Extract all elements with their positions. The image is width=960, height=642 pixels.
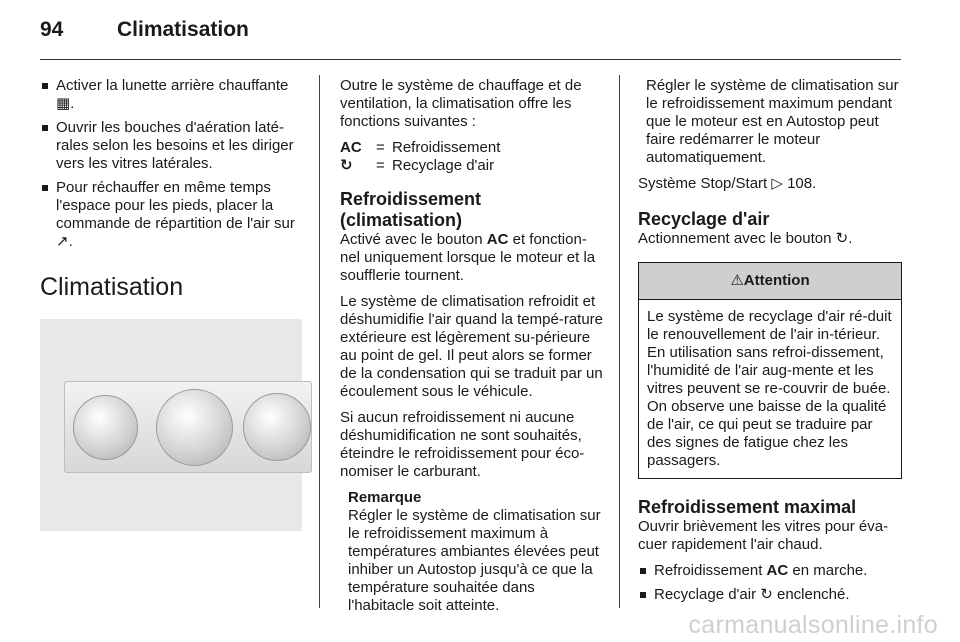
ac-symbol: AC bbox=[340, 139, 362, 156]
remark-text: Régler le système de climatisation sur le refroidissement maximum à températures ambiantes élevées peut inhiber un Autostop jusqu'à ce que la température souhaitée dans l'habitacle soit atteinte. bbox=[348, 507, 601, 614]
page-title: Climatisation bbox=[117, 18, 249, 41]
symbol-row: ↻ = Recyclage d'air bbox=[340, 157, 495, 174]
watermark: carmanualsonline.info bbox=[688, 611, 938, 639]
paragraph: Ouvrir brièvement les vitres pour éva-cuer rapidement l'air chaud. bbox=[638, 518, 889, 553]
paragraph: Activé avec le bouton AC et fonction-nel uniquement lorsque le moteur et la soufflerie tournent. bbox=[340, 231, 596, 284]
list-item: Activer la lunette arrière chauffante ▦. bbox=[40, 77, 306, 113]
remark-continuation: Régler le système de climatisation sur le refroidissement maximum pendant que le moteur est en Autostop peut faire redémarrer le moteur automatiquement. bbox=[646, 77, 899, 166]
control-panel bbox=[64, 381, 312, 473]
section-title: Climatisation bbox=[40, 273, 184, 301]
remark-title: Remarque bbox=[348, 489, 422, 506]
bullet-icon bbox=[42, 83, 48, 89]
attention-title: ⚠Attention bbox=[639, 263, 901, 300]
stop-start-reference: Système Stop/Start ▷ 108. bbox=[638, 175, 817, 192]
bullet-icon bbox=[640, 568, 646, 574]
subheading-cooling: Refroidissement (climatisation) bbox=[340, 189, 482, 230]
subheading-recirculation: Recyclage d'air bbox=[638, 209, 770, 229]
paragraph: Si aucun refroidissement ni aucune déshumidification ne sont souhaités, éteindre le refroidissement pour éco-nomiser le carburant. bbox=[340, 409, 585, 480]
recirculation-icon: ↻ bbox=[340, 157, 353, 174]
paragraph: Le système de climatisation refroidit et déshumidifie l'air quand la tempé-rature extérieure est légèrement su-périeure au point de gel. Il peut alors se former de la condensation qui se traduit par un écoulement sous le véhicule. bbox=[340, 293, 604, 400]
temperature-knob bbox=[73, 395, 138, 460]
column-1 bbox=[40, 77, 306, 531]
bullet-icon bbox=[42, 185, 48, 191]
attention-text: Le système de recyclage d'air ré-duit le renouvellement de l'air in-térieur. En utilisation sans refroi-dissement, l'humidité de l'air aug-mente et les vitres peuvent se re-couvrir de buée. On observe une baisse de la qualité de l'air, ce qui peut se traduire par des signes de fatigue chez les passagers. bbox=[647, 308, 892, 469]
symbol-row: AC = Refroidissement bbox=[340, 139, 501, 156]
climate-control-figure bbox=[40, 319, 302, 531]
column-3 bbox=[638, 77, 902, 610]
column-divider bbox=[619, 75, 620, 608]
air-distribution-knob bbox=[243, 393, 311, 461]
list-item: Refroidissement AC en marche. bbox=[638, 562, 902, 580]
paragraph: Actionnement avec le bouton ↻. bbox=[638, 230, 853, 247]
list-item: Ouvrir les bouches d'aération laté-rales selon les besoins et les diriger vers les vitres latérales. bbox=[40, 119, 306, 173]
column-divider bbox=[319, 75, 320, 608]
subheading-max-cooling: Refroidissement maximal bbox=[638, 497, 857, 517]
list-item: Recyclage d'air ↻ enclenché. bbox=[638, 586, 902, 604]
remark bbox=[340, 489, 605, 615]
page-number: 94 bbox=[40, 18, 64, 41]
header-rule bbox=[40, 59, 901, 60]
column-2 bbox=[340, 77, 605, 615]
fan-speed-knob bbox=[156, 389, 233, 466]
list-item: Pour réchauffer en même temps l'espace pour les pieds, placer la commande de répartition de l'air sur ↗. bbox=[40, 179, 306, 251]
bullet-icon bbox=[640, 592, 646, 598]
attention-box bbox=[638, 262, 902, 479]
bullet-icon bbox=[42, 125, 48, 131]
intro-text: Outre le système de chauffage et de ventilation, la climatisation offre les fonctions suivantes : bbox=[340, 77, 582, 130]
